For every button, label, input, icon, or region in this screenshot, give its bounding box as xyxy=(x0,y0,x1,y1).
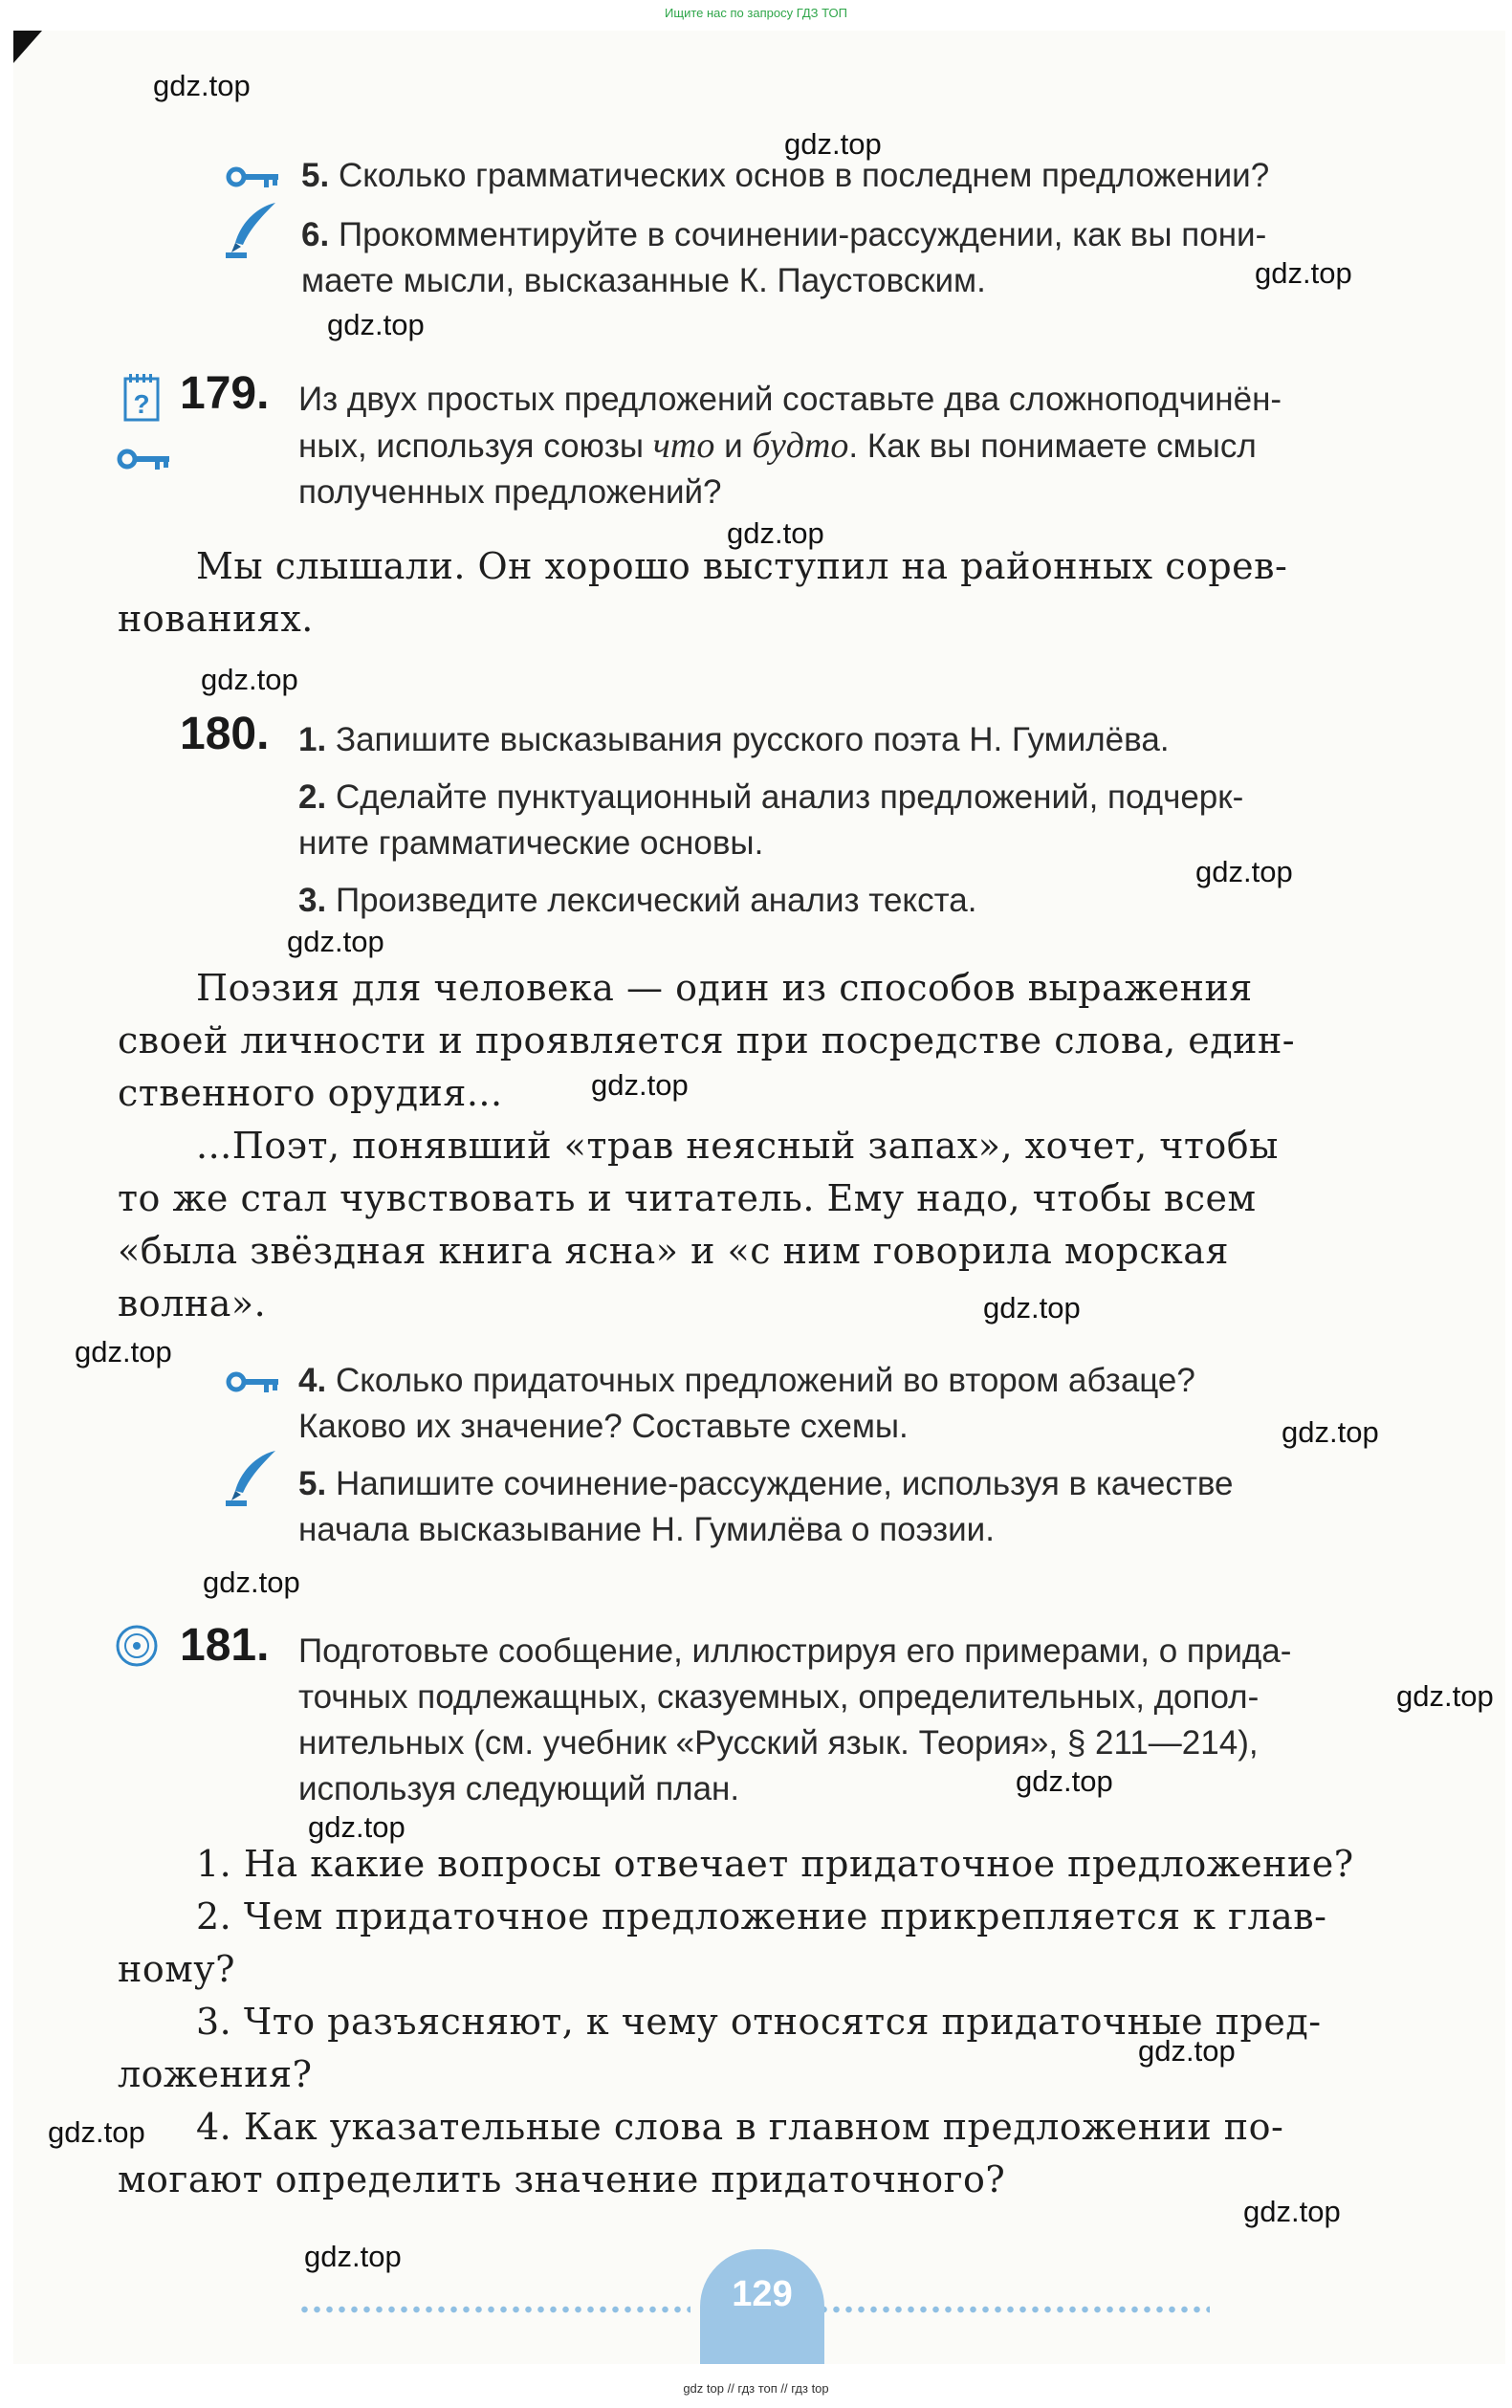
pen-icon xyxy=(222,201,279,260)
text-179-line1: Мы слышали. Он хорошо выступил на районных сорев- xyxy=(196,545,1288,587)
key-icon xyxy=(226,163,281,191)
task-180-4: 4. Сколько придаточных предложений во втором абзаце? Каково их значение? Составьте схемы. xyxy=(298,1362,1195,1445)
task-text-line: ных, используя союзы что и будто. Как вы понимаете смысл xyxy=(298,426,1257,466)
task-text-line: полученных предложений? xyxy=(298,473,722,511)
text-180-line: своей личности и проявляется при посредстве слова, един- xyxy=(118,1019,1296,1062)
key-icon xyxy=(226,1368,281,1396)
footer-dots-right xyxy=(818,2305,1210,2314)
watermark: gdz.top xyxy=(1138,2034,1236,2068)
watermark: gdz.top xyxy=(201,663,298,696)
text-180-line: ственного орудия... xyxy=(118,1072,503,1114)
plan-item: 1. На какие вопросы отвечает придаточное предложение? xyxy=(196,1843,1354,1885)
watermark: gdz.top xyxy=(308,1810,405,1844)
text-180-line: ...Поэт, понявший «трав неясный запах», хочет, чтобы xyxy=(196,1125,1279,1167)
watermark: gdz.top xyxy=(1016,1764,1113,1798)
watermark: gdz.top xyxy=(727,516,824,550)
watermark: gdz.top xyxy=(1255,256,1352,290)
plan-item: ложения? xyxy=(118,2053,313,2095)
task-180-1: 1. Запишите высказывания русского поэта Н. Гумилёва. xyxy=(298,721,1170,758)
watermark: gdz.top xyxy=(327,308,425,341)
top-link[interactable]: Ищите нас по запросу ГДЗ ТОП xyxy=(665,6,847,20)
pen-icon xyxy=(222,1449,279,1508)
text-180-line: Поэзия для человека — один из способов выражения xyxy=(196,967,1253,1009)
plan-item: 2. Чем придаточное предложение прикрепляется к глав- xyxy=(196,1895,1327,1937)
watermark: gdz.top xyxy=(287,925,384,958)
watermark: gdz.top xyxy=(1396,1679,1494,1713)
text-180-line: волна». xyxy=(118,1282,267,1324)
footer-dots-left xyxy=(298,2305,690,2314)
task-text-line: маете мысли, высказанные К. Паустовским. xyxy=(301,262,986,299)
notepad-question-icon xyxy=(122,373,161,423)
task-179 xyxy=(298,377,1282,515)
watermark: gdz.top xyxy=(1195,855,1293,888)
task-text-line: Прокомментируйте в сочинении-рассуждении, как вы пони- xyxy=(338,216,1267,253)
plan-item: 4. Как указательные слова в главном предложении по- xyxy=(196,2106,1284,2148)
task-text: Сколько грамматических основ в последнем предложении? xyxy=(338,157,1270,194)
watermark: gdz.top xyxy=(1282,1415,1379,1449)
text-180-line: то же стал чувствовать и читатель. Ему надо, чтобы всем xyxy=(118,1177,1257,1219)
svg-text:?: ? xyxy=(133,389,150,419)
task-178-6 xyxy=(301,212,1266,304)
exercise-number-179: 179. xyxy=(180,368,270,419)
task-text-line: Из двух простых предложений составьте два сложноподчинён- xyxy=(298,381,1282,418)
watermark: gdz.top xyxy=(75,1335,172,1368)
page-corner-mark xyxy=(13,31,42,63)
plan-item: могают определить значение придаточного? xyxy=(118,2158,1006,2200)
key-icon xyxy=(117,445,172,473)
bottom-link[interactable]: gdz top // гдз топ // гдз top xyxy=(683,2381,829,2396)
disc-icon xyxy=(115,1624,159,1668)
plan-item: ному? xyxy=(118,1948,235,1990)
task-180-2: 2. Сделайте пунктуационный анализ предложений, подчерк- ните грамматические основы. xyxy=(298,778,1244,862)
watermark: gdz.top xyxy=(153,69,251,102)
watermark: gdz.top xyxy=(203,1565,300,1599)
watermark: gdz.top xyxy=(304,2240,402,2273)
task-number: 6. xyxy=(301,216,330,253)
page-number: 129 xyxy=(732,2274,793,2314)
text-180-line: «была звёздная книга ясна» и «с ним говорила морская xyxy=(118,1230,1229,1272)
exercise-number-180: 180. xyxy=(180,709,270,759)
task-180-5: 5. Напишите сочинение-рассуждение, используя в качестве начала высказывание Н. Гумилёва о поэзии. xyxy=(298,1465,1234,1548)
task-181: Подготовьте сообщение, иллюстрируя его примерами, о прида- точных подлежащных, сказуемных, определительных, допол- нительных (см. учебник «Русский язык. Теория», § 211—214), используя следующий план. xyxy=(298,1632,1292,1807)
watermark: gdz.top xyxy=(591,1068,689,1102)
watermark: gdz.top xyxy=(1243,2195,1341,2228)
task-number: 5. xyxy=(301,157,330,194)
watermark: gdz.top xyxy=(983,1291,1081,1324)
text-179-line2: нованиях. xyxy=(118,598,314,640)
watermark: gdz.top xyxy=(48,2115,145,2149)
plan-item: 3. Что разъясняют, к чему относятся придаточные пред- xyxy=(196,2001,1322,2043)
task-180-3: 3. Произведите лексический анализ текста. xyxy=(298,882,977,919)
exercise-number-181: 181. xyxy=(180,1620,270,1671)
watermark: gdz.top xyxy=(784,127,882,161)
